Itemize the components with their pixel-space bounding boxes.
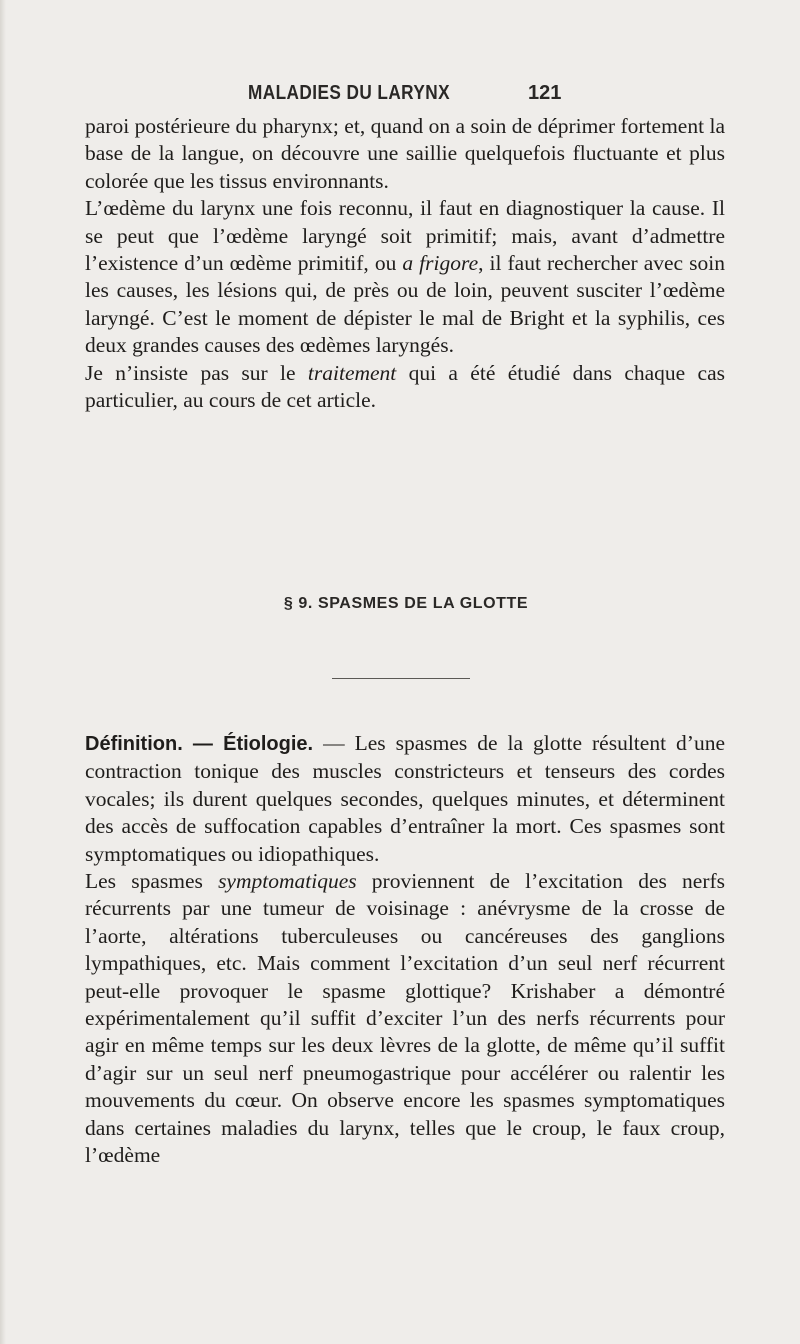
paragraph-text: , il faut rechercher avec soin les causes, les lésions qui, de près ou de loin, peuvent susciter l’œdème laryngé. C’est le moment de dépister le mal de Bright et la syphilis, ces deux grandes causes des œdèmes laryngés. — [85, 251, 725, 358]
paragraph — [85, 360, 725, 415]
italic-phrase: a frigore — [402, 251, 479, 276]
paragraph-text: L’œdème du larynx une fois reconnu, il faut en diagnostiquer la cause. Il se peut que l’œdème laryngé soit primitif; mais, avant d’admettre l’existence d’un œdème primitif, ou — [85, 196, 725, 276]
paragraph-text: qui a été étudié dans chaque cas particulier, au cours de cet article. — [85, 360, 725, 413]
text-block-upper — [85, 113, 725, 414]
paragraph — [85, 195, 725, 359]
page-number: 121 — [528, 82, 562, 104]
paragraph — [85, 113, 725, 195]
paragraph-text: — Les spasmes de la glotte résultent d’une contraction tonique des muscles constricteurs et tenseurs des cordes vocales; ils durent quelques secondes, quelques minutes, et déterminent des accès de suffocation capables d’entraîner la mort. Ces spasmes sont symptomatiques ou idiopathiques. — [85, 731, 725, 866]
paragraph — [85, 730, 725, 868]
running-title: MALADIES DU LARYNX — [248, 82, 451, 104]
section-heading — [0, 595, 800, 613]
italic-phrase: traitement — [307, 360, 397, 385]
paragraph — [85, 868, 725, 1169]
text-block-lower — [85, 730, 725, 1170]
italic-phrase: symptomatiques — [218, 869, 357, 894]
running-head — [0, 82, 800, 112]
run-in-heading: Définition. — Étiologie. — [85, 733, 314, 755]
section-divider — [332, 678, 470, 679]
paragraph-text: Les spasmes — [85, 869, 219, 894]
section-heading-text: § 9. SPASMES DE LA GLOTTE — [283, 595, 529, 612]
paragraph-text: paroi postérieure du pharynx; et, quand on a soin de déprimer fortement la base de la langue, on découvre une saillie quelquefois fluctuante et plus colorée que les tissus environnants. — [85, 114, 725, 193]
paragraph-text: Je n’insiste pas sur le — [85, 360, 308, 385]
paragraph-text: proviennent de l’excitation des nerfs récurrents par une tumeur de voisinage : anévrysme de la crosse de l’aorte, altérations tuberculeuses ou cancéreuses des ganglions lympathiques, etc. Mais comment l’excitation d’un seul nerf récurrent peut-elle provoquer le spasme glottique? Krishaber a démontré expérimentalement qu’il suffit d’exciter l’un des nerfs récurrents pour agir en même temps sur les deux lèvres de la glotte, de même qu’il suffit d’agir sur un seul nerf pneumogastrique pour accélérer ou ralentir les mouvements du cœur. On observe encore les spasmes symptomatiques dans certaines maladies du larynx, telles que le croup, le faux croup, l’œdème — [85, 869, 726, 1168]
page-edge-shadow — [0, 0, 6, 1344]
